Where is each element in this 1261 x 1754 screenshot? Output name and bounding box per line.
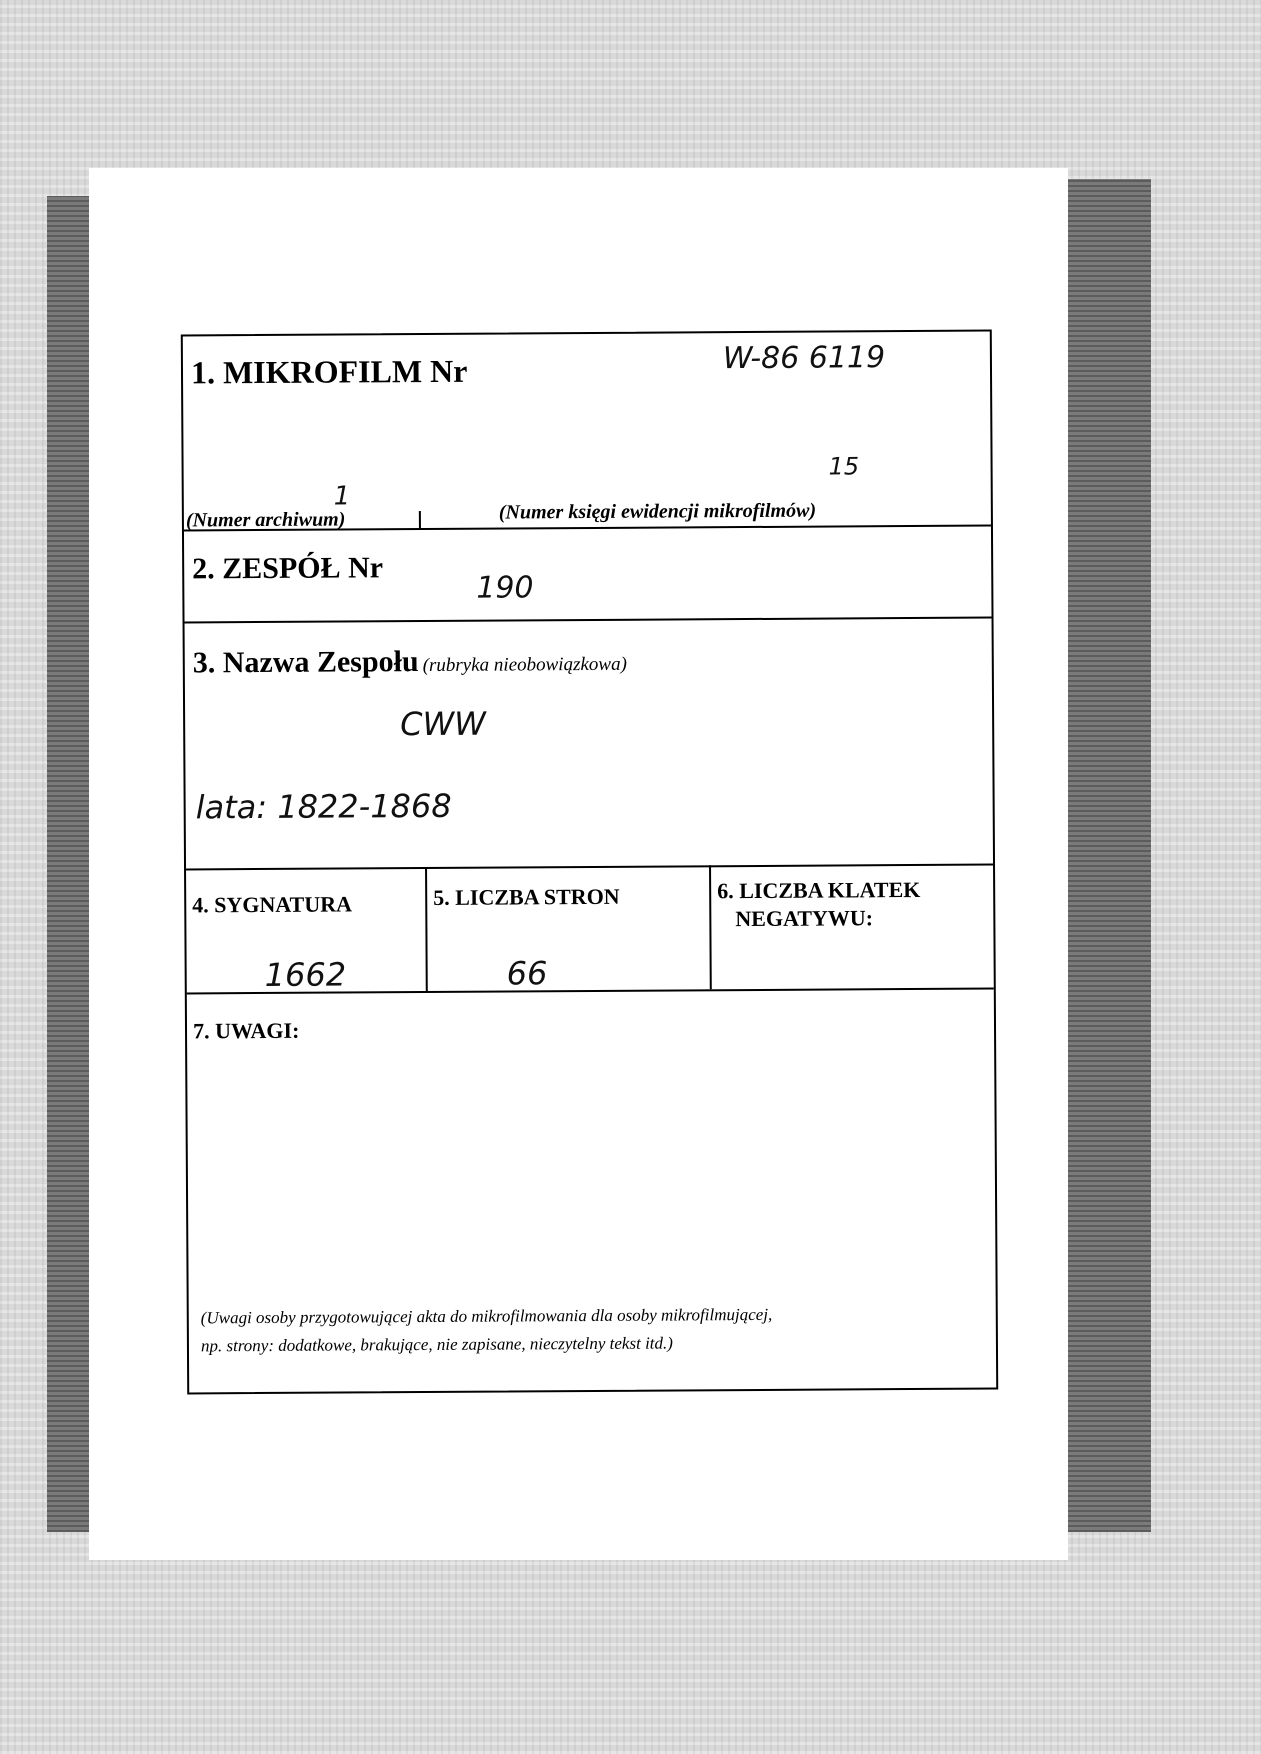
- archive-number: 1: [333, 481, 351, 512]
- fond-name: CWW: [400, 704, 486, 744]
- field6-label-line2: NEGATYWU:: [735, 905, 874, 932]
- field7-note-line1: (Uwagi osoby przygotowującej akta do mikrofilmowania dla osoby mikrofilmującej,: [200, 1304, 773, 1328]
- film-edge-left: [47, 196, 89, 1532]
- divider: [185, 617, 992, 624]
- field4-label: 4. SYGNATURA: [192, 891, 353, 918]
- divider: [186, 864, 993, 871]
- film-edge-right: [1068, 179, 1151, 1532]
- field1-label: 1. MIKROFILM Nr: [190, 352, 468, 391]
- fond-number: 190: [476, 570, 534, 606]
- field5-label: 5. LICZBA STRON: [433, 883, 620, 910]
- field6-label-line1: 6. LICZBA KLATEK: [717, 876, 921, 904]
- fond-years: lata: 1822-1868: [195, 786, 452, 827]
- divider: [709, 865, 712, 989]
- divider: [425, 867, 428, 991]
- field3-label: 3. Nazwa Zespołu: [192, 645, 419, 680]
- field7-note-line2: np. strony: dodatkowe, brakujące, nie zapisane, nieczytelny tekst itd.): [200, 1333, 673, 1356]
- microfilm-number: W-86 6119: [722, 340, 886, 377]
- field3-note: (rubryka nieobowiązkowa): [422, 653, 627, 677]
- register-number: 15: [828, 452, 860, 481]
- register-number-label: (Numer księgi ewidencji mikrofilmów): [498, 499, 817, 524]
- field7-label: 7. UWAGI:: [192, 1017, 300, 1044]
- signature-number: 1662: [264, 955, 347, 994]
- field2-label: 2. ZESPÓŁ Nr: [192, 551, 384, 586]
- archive-number-label: (Numer archiwum): [185, 508, 346, 532]
- divider: [419, 511, 421, 528]
- microfilm-form: [181, 330, 998, 1395]
- field3-heading: [193, 644, 627, 681]
- page-count: 66: [506, 954, 548, 993]
